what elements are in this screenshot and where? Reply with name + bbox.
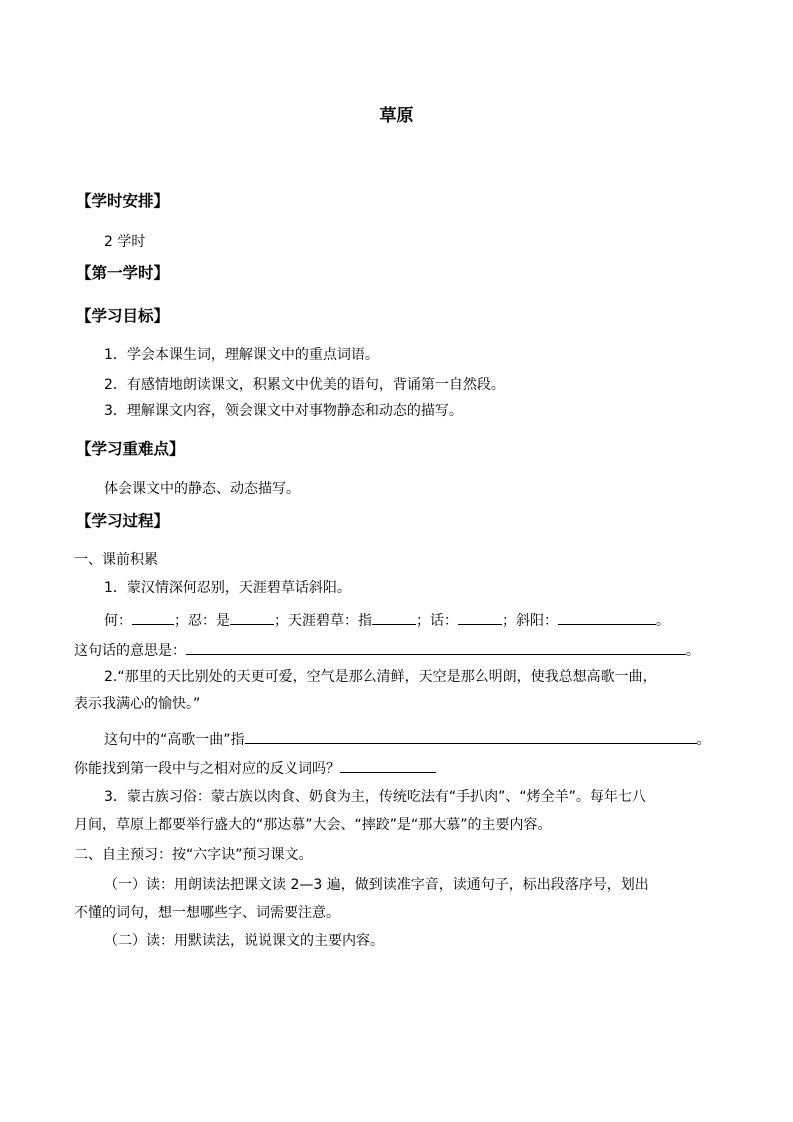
- schedule-heading: 【学时安排】: [76, 192, 170, 210]
- period: 。: [686, 643, 700, 659]
- q2-line4: [74, 757, 436, 779]
- part2-item1-line2: 不懂的词句，想一想哪些字、词需要注意。: [74, 905, 340, 921]
- q3-line1: 3．蒙古族习俗：蒙古族以肉食、奶食为主，传统吃法有“手扒肉”、“烤全羊”。每年七八: [104, 789, 646, 805]
- q3-line2: 月间，草原上都要举行盛大的“那达慕”大会、“摔跤”是“那大慕”的主要内容。: [74, 817, 552, 833]
- answer-blank-hua[interactable]: [458, 609, 502, 625]
- q1-xieyang-label: ；斜阳：: [502, 613, 558, 629]
- q2-gaoge-label: 这句中的“高歌一曲”指: [104, 732, 245, 748]
- goal-item: 3．理解课文内容，领会课文中对事物静态和动态的描写。: [104, 403, 463, 419]
- page-title: 草原: [379, 106, 414, 126]
- answer-blank-gaoge[interactable]: [245, 728, 697, 744]
- part1-title: 一、课前积累: [74, 552, 158, 568]
- process-heading: 【学习过程】: [76, 512, 170, 530]
- q2-line1: 2.“那里的天比别处的天更可爱，空气是那么清鲜，天空是那么明朗，使我总想高歌一曲，: [104, 669, 657, 685]
- q1-sentence: 1．蒙汉情深何忍别，天涯碧草话斜阳。: [104, 580, 351, 596]
- q2-line2: 表示我满心的愉快。”: [74, 696, 201, 712]
- goal-item: 2．有感情地朗读课文，积累文中优美的语句，背诵第一自然段。: [104, 377, 505, 393]
- key-points-content: 体会课文中的静态、动态描写。: [104, 481, 300, 497]
- q1-tianya-label: ；天涯碧草：指: [274, 613, 372, 629]
- first-period-heading: 【第一学时】: [76, 264, 170, 282]
- part2-item1-line1: （一）读：用朗读法把课文读 2—3 遍，做到读准字音，读通句子，标出段落序号，划出: [104, 877, 649, 893]
- schedule-content: 2 学时: [104, 234, 146, 250]
- answer-blank-tianya[interactable]: [372, 609, 416, 625]
- q1-hua-label: ；话：: [416, 613, 458, 629]
- q1-fill-line: [104, 609, 670, 631]
- q1-he-label: 何：: [104, 613, 132, 629]
- q1-meaning-label: 这句话的意思是：: [74, 643, 186, 659]
- goals-heading: 【学习目标】: [76, 307, 170, 325]
- answer-blank-antonym[interactable]: [340, 757, 436, 773]
- answer-blank-ren[interactable]: [230, 609, 274, 625]
- goal-item: 1．学会本课生词，理解课文中的重点词语。: [104, 347, 379, 363]
- period: 。: [656, 613, 670, 629]
- answer-blank-he[interactable]: [132, 609, 174, 625]
- q1-meaning-line: [74, 639, 700, 661]
- answer-blank-meaning[interactable]: [186, 639, 686, 655]
- q2-antonym-label: 你能找到第一段中与之相对应的反义词吗？: [74, 761, 340, 777]
- part2-item2: （二）读：用默读法，说说课文的主要内容。: [104, 933, 384, 949]
- q2-line3: [104, 728, 711, 750]
- answer-blank-xieyang[interactable]: [558, 609, 656, 625]
- key-points-heading: 【学习重难点】: [76, 440, 185, 458]
- period: 。: [696, 732, 711, 748]
- part2-title: 二、自主预习：按“六字诀”预习课文。: [74, 847, 313, 863]
- q1-ren-label: ；忍：是: [174, 613, 230, 629]
